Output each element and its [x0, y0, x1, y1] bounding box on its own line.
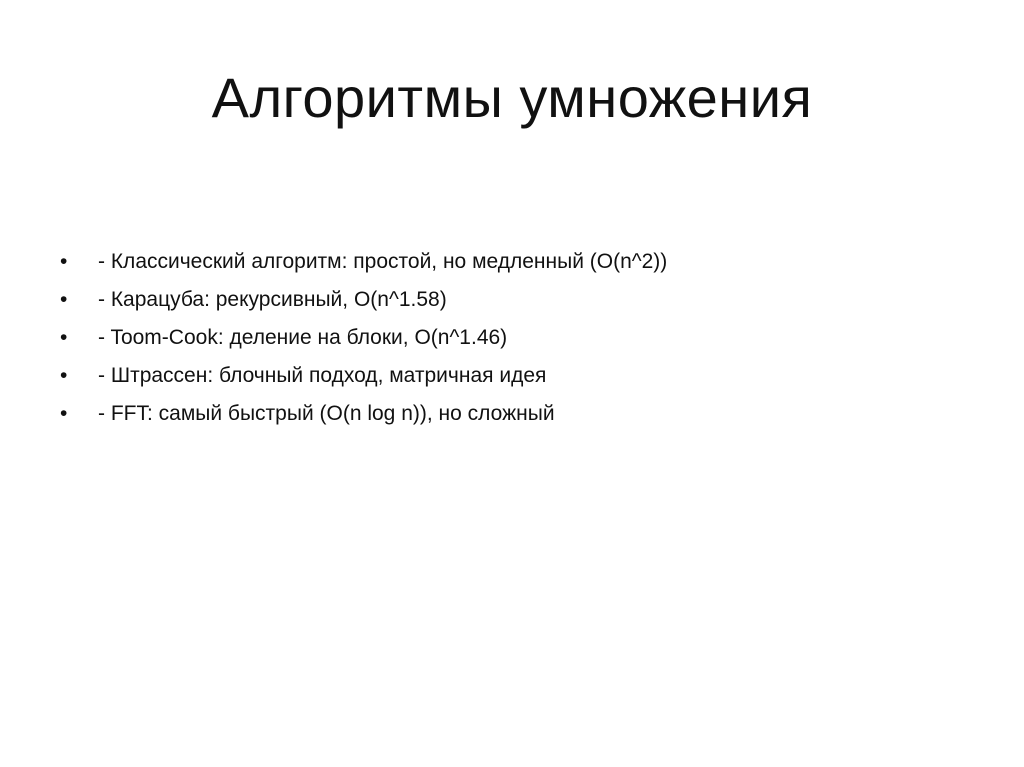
- bullet-icon: •: [60, 326, 68, 349]
- bullet-icon: •: [60, 250, 68, 273]
- bullet-text: - FFT: самый быстрый (O(n log n)), но сложный: [98, 402, 555, 425]
- bullet-icon: •: [60, 364, 68, 387]
- bullet-icon: •: [60, 402, 68, 425]
- bullet-text: - Toom-Cook: деление на блоки, O(n^1.46): [98, 326, 508, 349]
- bullet-item: [60, 281, 980, 319]
- bullet-list: [60, 243, 980, 433]
- bullet-item: [60, 395, 980, 433]
- bullet-item: [60, 357, 980, 395]
- bullet-text: - Карацуба: рекурсивный, O(n^1.58): [98, 288, 447, 311]
- bullet-text: - Штрассен: блочный подход, матричная идея: [98, 364, 547, 387]
- bullet-icon: •: [60, 288, 68, 311]
- bullet-item: [60, 243, 980, 281]
- slide-title: Алгоритмы умножения: [211, 66, 813, 129]
- bullet-item: [60, 319, 980, 357]
- bullet-text: - Классический алгоритм: простой, но медленный (O(n^2)): [98, 250, 668, 273]
